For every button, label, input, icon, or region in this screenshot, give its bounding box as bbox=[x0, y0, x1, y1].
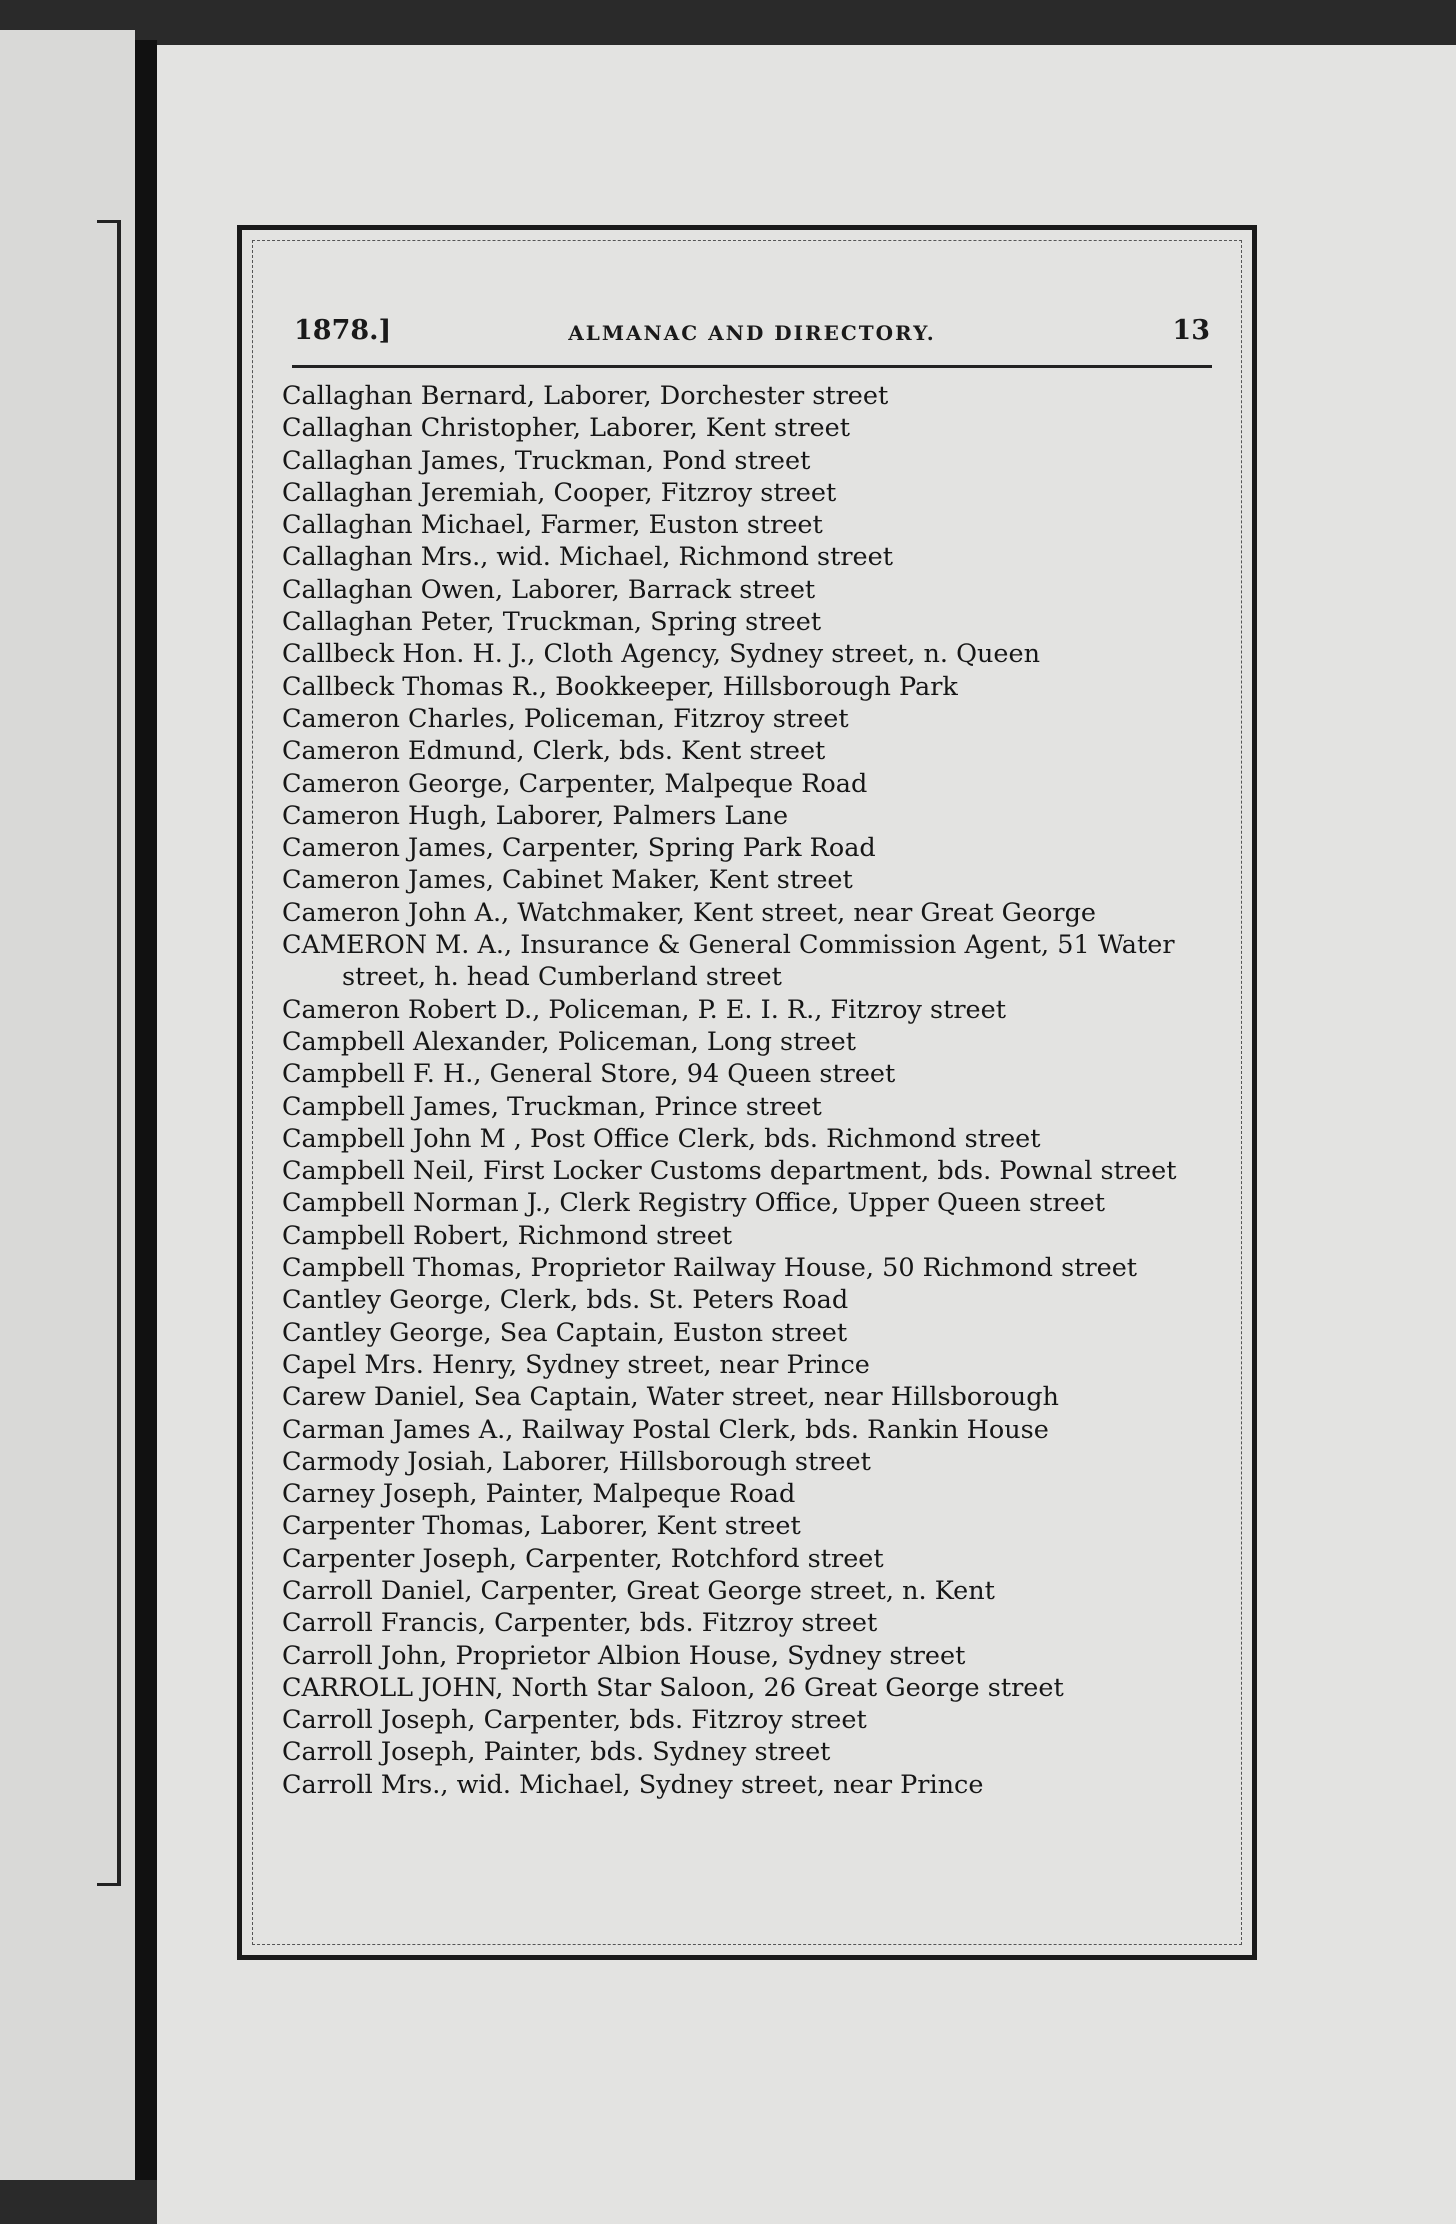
directory-entry: Campbell Norman J., Clerk Registry Office, Upper Queen street bbox=[282, 1188, 1105, 1219]
directory-entry: CARROLL JOHN, North Star Saloon, 26 Great George street bbox=[282, 1672, 1064, 1703]
directory-entry: Callaghan Jeremiah, Cooper, Fitzroy street bbox=[282, 477, 837, 508]
directory-entry: Capel Mrs. Henry, Sydney street, near Prince bbox=[282, 1349, 870, 1380]
left-page-border bbox=[97, 220, 121, 1886]
directory-entry: Campbell John M , Post Office Clerk, bds. Richmond street bbox=[282, 1123, 1041, 1154]
page-border bbox=[237, 225, 1257, 1960]
header-year: 1878.] bbox=[294, 315, 392, 346]
directory-entry: Callaghan Owen, Laborer, Barrack street bbox=[282, 574, 816, 605]
directory-entry: Cantley George, Clerk, bds. St. Peters Road bbox=[282, 1285, 849, 1316]
directory-entry: Cameron James, Cabinet Maker, Kent street bbox=[282, 865, 853, 896]
directory-entry: Carroll Joseph, Carpenter, bds. Fitzroy street bbox=[282, 1705, 867, 1736]
directory-entry: Cantley George, Sea Captain, Euston street bbox=[282, 1317, 848, 1348]
directory-entry: Campbell F. H., General Store, 94 Queen street bbox=[282, 1059, 896, 1090]
directory-entry: Carman James A., Railway Postal Clerk, bds. Rankin House bbox=[282, 1414, 1049, 1445]
header-title: ALMANAC AND DIRECTORY. bbox=[568, 321, 936, 345]
directory-entry: Campbell Robert, Richmond street bbox=[282, 1220, 733, 1251]
directory-entry: Cameron Edmund, Clerk, bds. Kent street bbox=[282, 736, 826, 767]
directory-entry: Cameron Robert D., Policeman, P. E. I. R., Fitzroy street bbox=[282, 994, 1006, 1025]
directory-entry: CAMERON M. A., Insurance & General Commission Agent, 51 Water street, h. head Cumberland street bbox=[282, 930, 1175, 993]
directory-entry: Cameron Hugh, Laborer, Palmers Lane bbox=[282, 800, 789, 831]
directory-entry: Callaghan Michael, Farmer, Euston street bbox=[282, 510, 823, 541]
directory-entry: Cameron James, Carpenter, Spring Park Road bbox=[282, 833, 876, 864]
directory-entry: Campbell James, Truckman, Prince street bbox=[282, 1091, 822, 1122]
page-number: 13 bbox=[1172, 315, 1210, 346]
left-page-edge bbox=[0, 30, 135, 2180]
directory-entry: Carroll Joseph, Painter, bds. Sydney street bbox=[282, 1737, 831, 1768]
directory-entry: Callaghan Christopher, Laborer, Kent street bbox=[282, 413, 850, 444]
directory-entries bbox=[282, 380, 1212, 1801]
directory-entry: Cameron Charles, Policeman, Fitzroy street bbox=[282, 703, 849, 734]
directory-entry: Campbell Thomas, Proprietor Railway House, 50 Richmond street bbox=[282, 1253, 1138, 1284]
directory-entry: Callbeck Hon. H. J., Cloth Agency, Sydney street, n. Queen bbox=[282, 639, 1041, 670]
directory-entry: Cameron John A., Watchmaker, Kent street, near Great George bbox=[282, 897, 1097, 928]
directory-entry: Carney Joseph, Painter, Malpeque Road bbox=[282, 1479, 796, 1510]
directory-entry: Carroll John, Proprietor Albion House, Sydney street bbox=[282, 1640, 966, 1671]
directory-entry: Callbeck Thomas R., Bookkeeper, Hillsborough Park bbox=[282, 671, 958, 702]
directory-entry: Campbell Neil, First Locker Customs department, bds. Pownal street bbox=[282, 1156, 1177, 1187]
directory-entry: Cameron George, Carpenter, Malpeque Road bbox=[282, 768, 868, 799]
book-spine bbox=[135, 40, 157, 2180]
directory-entry: Callaghan Mrs., wid. Michael, Richmond street bbox=[282, 542, 893, 573]
directory-page bbox=[157, 45, 1456, 2224]
directory-entry: Callaghan James, Truckman, Pond street bbox=[282, 445, 811, 476]
directory-entry: Campbell Alexander, Policeman, Long street bbox=[282, 1026, 856, 1057]
directory-entry: Carroll Francis, Carpenter, bds. Fitzroy street bbox=[282, 1608, 878, 1639]
directory-entry: Carmody Josiah, Laborer, Hillsborough street bbox=[282, 1446, 871, 1477]
directory-entry: Carpenter Joseph, Carpenter, Rotchford street bbox=[282, 1543, 884, 1574]
directory-entry: Carroll Daniel, Carpenter, Great George street, n. Kent bbox=[282, 1575, 995, 1606]
running-header bbox=[292, 315, 1212, 368]
directory-entry: Carpenter Thomas, Laborer, Kent street bbox=[282, 1511, 801, 1542]
directory-entry: Callaghan Bernard, Laborer, Dorchester street bbox=[282, 381, 889, 411]
directory-entry: Callaghan Peter, Truckman, Spring street bbox=[282, 607, 822, 638]
directory-entry: Carroll Mrs., wid. Michael, Sydney street, near Prince bbox=[282, 1769, 984, 1800]
directory-entry: Carew Daniel, Sea Captain, Water street, near Hillsborough bbox=[282, 1382, 1059, 1413]
